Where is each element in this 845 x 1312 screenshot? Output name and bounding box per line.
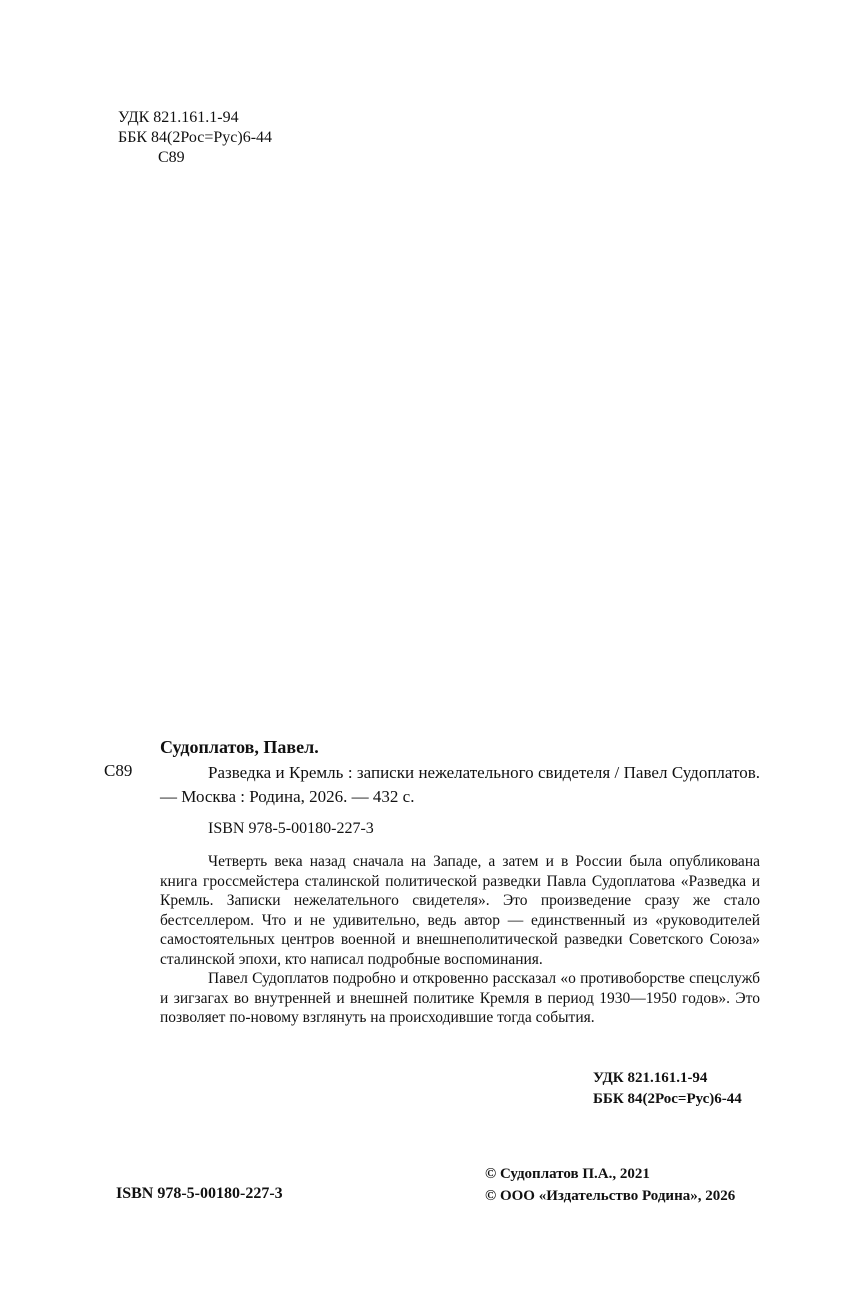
bottom-classification-codes — [593, 1068, 742, 1110]
copyright-author: © Судоплатов П.А., 2021 — [485, 1166, 650, 1182]
annotation — [160, 852, 760, 1028]
udk-code-bottom: УДК 821.161.1-94 — [593, 1070, 708, 1086]
bbk-code: ББК 84(2Рос=Рус)6-44 — [118, 129, 273, 146]
record-isbn: ISBN 978-5-00180-227-3 — [208, 820, 374, 837]
udk-code: УДК 821.161.1-94 — [118, 109, 239, 126]
annotation-paragraph: Четверть века назад сначала на Западе, а затем и в России была опубликована книга гроссмейстера сталинской политической разведки Павла Судоплатова «Разведка и Кремль. Записки нежелательного свидетеля». Это произведение сразу же стало бестселлером. Что и не удивительно, ведь автор — единственный из «руководителей самостоятельных центров военной и внешнеполитической разведки Советского Союза» сталинской эпохи, кто написал подробные воспоминания. — [160, 853, 760, 968]
author-mark: С89 — [158, 149, 185, 166]
record-title-text: Разведка и Кремль : записки нежелательного свидетеля / Павел Судоплатов. — Москва : Родина, 2026. — 432 с. — [160, 763, 760, 806]
record-title — [160, 761, 760, 809]
isbn-bottom: ISBN 978-5-00180-227-3 — [116, 1185, 283, 1202]
record-author-mark: С89 — [104, 761, 133, 780]
annotation-paragraph: Павел Судоплатов подробно и откровенно рассказал «о противоборстве спецслужб и зигзагах во внутренней и внешней политике Кремля в период 1930—1950 годов». Это позволяет по-новому взглянуть на происходившие тогда события. — [160, 970, 760, 1026]
copyright-publisher: © ООО «Издательство Родина», 2026 — [485, 1188, 736, 1204]
copyright-block — [485, 1163, 735, 1207]
record-author: Судоплатов, Павел. — [160, 737, 319, 757]
top-classification-codes — [118, 108, 272, 168]
bbk-code-bottom: ББК 84(2Рос=Рус)6-44 — [593, 1091, 742, 1107]
